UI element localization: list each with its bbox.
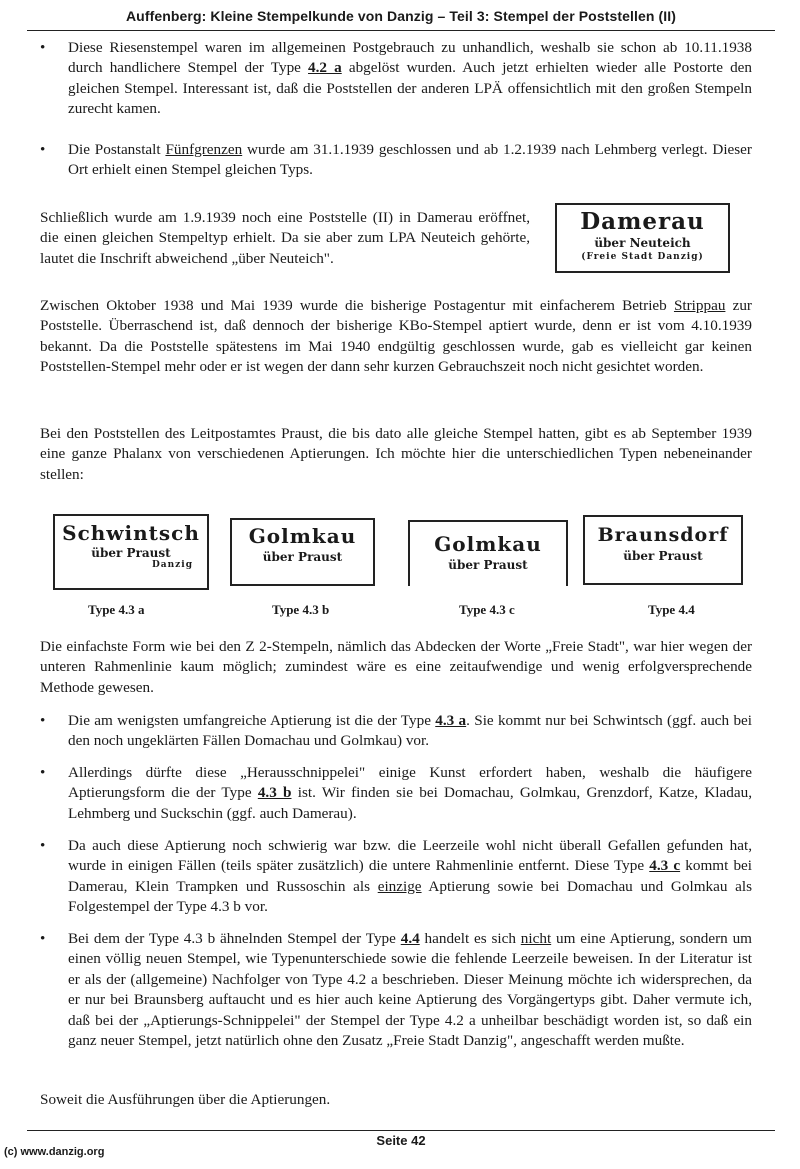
stamp-caption: Type 4.3 c bbox=[459, 602, 515, 617]
praust-paragraph: Bei den Poststellen des Leitpostamtes Praust, die bis dato alle gleiche Stempel hatten, gibt es ab September 1939 eine ganze Phalanx von verschiedenen Aptierungen. Ich möchte hier die unterschiedlichen Typen nebeneinander stellen: bbox=[40, 425, 752, 483]
bullet-item bbox=[40, 711, 752, 752]
bullet-marker: • bbox=[40, 39, 46, 56]
bullet-item bbox=[40, 929, 752, 1051]
stamp-extra: Danzig bbox=[151, 560, 193, 570]
body-text: Da auch diese Aptierung noch schwierig war bzw. die Leerzeile wohl nicht überall Gefallen gefunden hat, wurde in einigen Fällen (teils später zusätzlich) die untere Rahmenlinie entfernt. Diese Type bbox=[68, 837, 752, 875]
stamp-damerau bbox=[555, 203, 730, 273]
bullet-marker: • bbox=[40, 930, 46, 947]
emphasis-text: 4.4 bbox=[400, 930, 420, 947]
stamp-name: Golmkau bbox=[434, 532, 542, 556]
stamp-sub: über Praust bbox=[91, 546, 171, 560]
body-text: Die Postanstalt bbox=[68, 141, 166, 158]
stamp-caption: Type 4.3 b bbox=[272, 602, 330, 617]
body-text: Allerdings dürfte diese „Herausschnippelei" einige Kunst erfordert haben, weshalb die häufigere Aptierungsform die der Type bbox=[68, 764, 752, 802]
emphasis-text: 4.3 a bbox=[435, 712, 467, 729]
bullet-marker: • bbox=[40, 837, 46, 854]
bullet-item bbox=[40, 763, 752, 824]
body-text: zur Poststelle. Überraschend ist, daß dennoch der bisherige KBo-Stempel aptiert wurde, denn er ist vom 4.10.1939 bekannt. Da die Poststelle spätestens im Mai 1940 endgültig geschlossen wurde, gab es vielleicht gar keinen Poststellen-Stempel mehr oder er ist wegen der dann sehr kurzen Gebrauchszeit noch nicht gesichtet worden. bbox=[40, 297, 752, 376]
bullet-item bbox=[40, 38, 752, 120]
body-text: um eine Aptierung, sondern um einen völlig neuen Stempel, wie Typenunterschiede sowie die fehlende Leerzeile beweisen. In der Literatur ist er als der (allgemeine) Nachfolger von Type 4.2 a beschrieben. Dieser Meinung möchte ich widersprechen, da er nur bei Braunsberg auftaucht und es hier auch keine Aptierung des Vorgängertyps gibt. Daher vermute ich, daß bei der „Aptierungs-Schnippelei" der Stempel der Type 4.2 a unheilbar beschädigt worden ist, so daß ein ganz neuer Stempel, jetzt natürlich ohne den Zusatz „Freie Stadt Danzig", angeschafft werden mußte. bbox=[68, 930, 752, 1050]
stamp-type-4-3-c bbox=[408, 520, 568, 586]
copyright: (c) www.danzig.org bbox=[4, 1146, 105, 1158]
header-rule bbox=[27, 30, 775, 31]
emphasis-text: Strippau bbox=[673, 297, 726, 314]
body-text: Diese Riesenstempel waren im allgemeinen Postgebrauch zu unhandlich, weshalb sie schon ab 10.11.1938 durch handlichere Stempel der Type bbox=[68, 39, 752, 77]
stamp-sub: über Praust bbox=[262, 550, 343, 564]
page-number: Seite 42 bbox=[376, 1133, 426, 1148]
page-header: Auffenberg: Kleine Stempelkunde von Danzig – Teil 3: Stempel der Poststellen (II) bbox=[125, 8, 677, 24]
stamp-name: Schwintsch bbox=[62, 521, 200, 545]
stamp-name: Golmkau bbox=[248, 524, 357, 548]
emphasis-text: 4.2 a bbox=[308, 59, 342, 77]
bullet-marker: • bbox=[40, 764, 46, 781]
body-text: Aptierung sowie bei Domachau und Golmkau als Folgestempel der Type 4.3 b vor. bbox=[68, 877, 752, 916]
emphasis-text: 4.3 c bbox=[649, 857, 681, 875]
body-text: Bei dem der Type 4.3 b ähnelnden Stempel der Type bbox=[68, 930, 401, 947]
closing-paragraph: Soweit die Ausführungen über die Aptierungen. bbox=[40, 1091, 331, 1108]
emphasis-text: einzige bbox=[377, 877, 422, 895]
stamp-damerau-name: Damerau bbox=[580, 208, 705, 235]
body-text: . Sie kommt nur bei Schwintsch (ggf. auch bei den noch ungeklärten Fällen Domachau und Golmkau) vor. bbox=[68, 712, 753, 750]
z2-paragraph: Die einfachste Form wie bei den Z 2-Stempeln, nämlich das Abdecken der Worte „Freie Stadt", war hier wegen der unteren Rahmenlinie kaum möglich; zumindest wäre es eine zeitaufwendige und wenig erfolgversprechende Methode gewesen. bbox=[40, 638, 752, 696]
emphasis-text: 4.3 b bbox=[257, 784, 292, 802]
body-text: handelt es sich bbox=[419, 930, 521, 947]
footer-rule bbox=[27, 1130, 775, 1131]
stamp-type-4-3-b bbox=[230, 518, 375, 586]
stamp-type-4-4 bbox=[583, 515, 743, 585]
stamp-type-4-3-a bbox=[53, 514, 209, 590]
body-text: kommt bei Damerau, Klein Trampken und Russoschin als bbox=[68, 857, 752, 895]
body-text: ist. Wir finden sie bei Domachau, Golmkau, Grenzdorf, Katze, Kladau, Lehmberg und Suckschin (ggf. auch Damerau). bbox=[68, 784, 752, 822]
bullet-item bbox=[40, 836, 752, 918]
body-text: Zwischen Oktober 1938 und Mai 1939 wurde die bisherige Postagentur mit einfacherem Betrieb bbox=[40, 297, 674, 314]
stamp-caption: Type 4.3 a bbox=[88, 602, 145, 617]
emphasis-text: Fünfgrenzen bbox=[165, 141, 243, 158]
stamp-damerau-sub: über Neuteich bbox=[594, 236, 691, 250]
body-text: abgelöst wurden. Auch jetzt erhielten wieder alle Postorte den gleichen Stempel. Interessant ist, daß die Poststellen der anderen LPÄ offensichtlich mit den großen Stempeln zurecht kamen. bbox=[68, 59, 753, 118]
bullet-marker: • bbox=[40, 712, 46, 729]
stamp-sub: über Praust bbox=[623, 549, 703, 563]
body-text: wurde am 31.1.1939 geschlossen und ab 1.2.1939 nach Lehmberg verlegt. Dieser Ort erhielt einen Stempel gleichen Typs. bbox=[68, 141, 752, 179]
bullet-item bbox=[40, 140, 752, 181]
emphasis-text: nicht bbox=[520, 930, 552, 947]
stamp-damerau-region: (Freie Stadt Danzig) bbox=[581, 252, 704, 262]
bullet-marker: • bbox=[40, 141, 46, 158]
damerau-paragraph: Schließlich wurde am 1.9.1939 noch eine Poststelle (II) in Damerau eröffnet, die einen gleichen Stempeltyp erhielt. Da sie aber zum LPA Neuteich gehörte, lautet die Inschrift abweichend „über Neuteich". bbox=[40, 209, 530, 267]
stamp-name: Braunsdorf bbox=[597, 524, 729, 546]
strippau-paragraph bbox=[40, 296, 752, 378]
stamp-caption: Type 4.4 bbox=[648, 602, 695, 617]
body-text: Die am wenigsten umfangreiche Aptierung ist die der Type bbox=[68, 712, 436, 729]
stamp-sub: über Praust bbox=[448, 558, 528, 572]
